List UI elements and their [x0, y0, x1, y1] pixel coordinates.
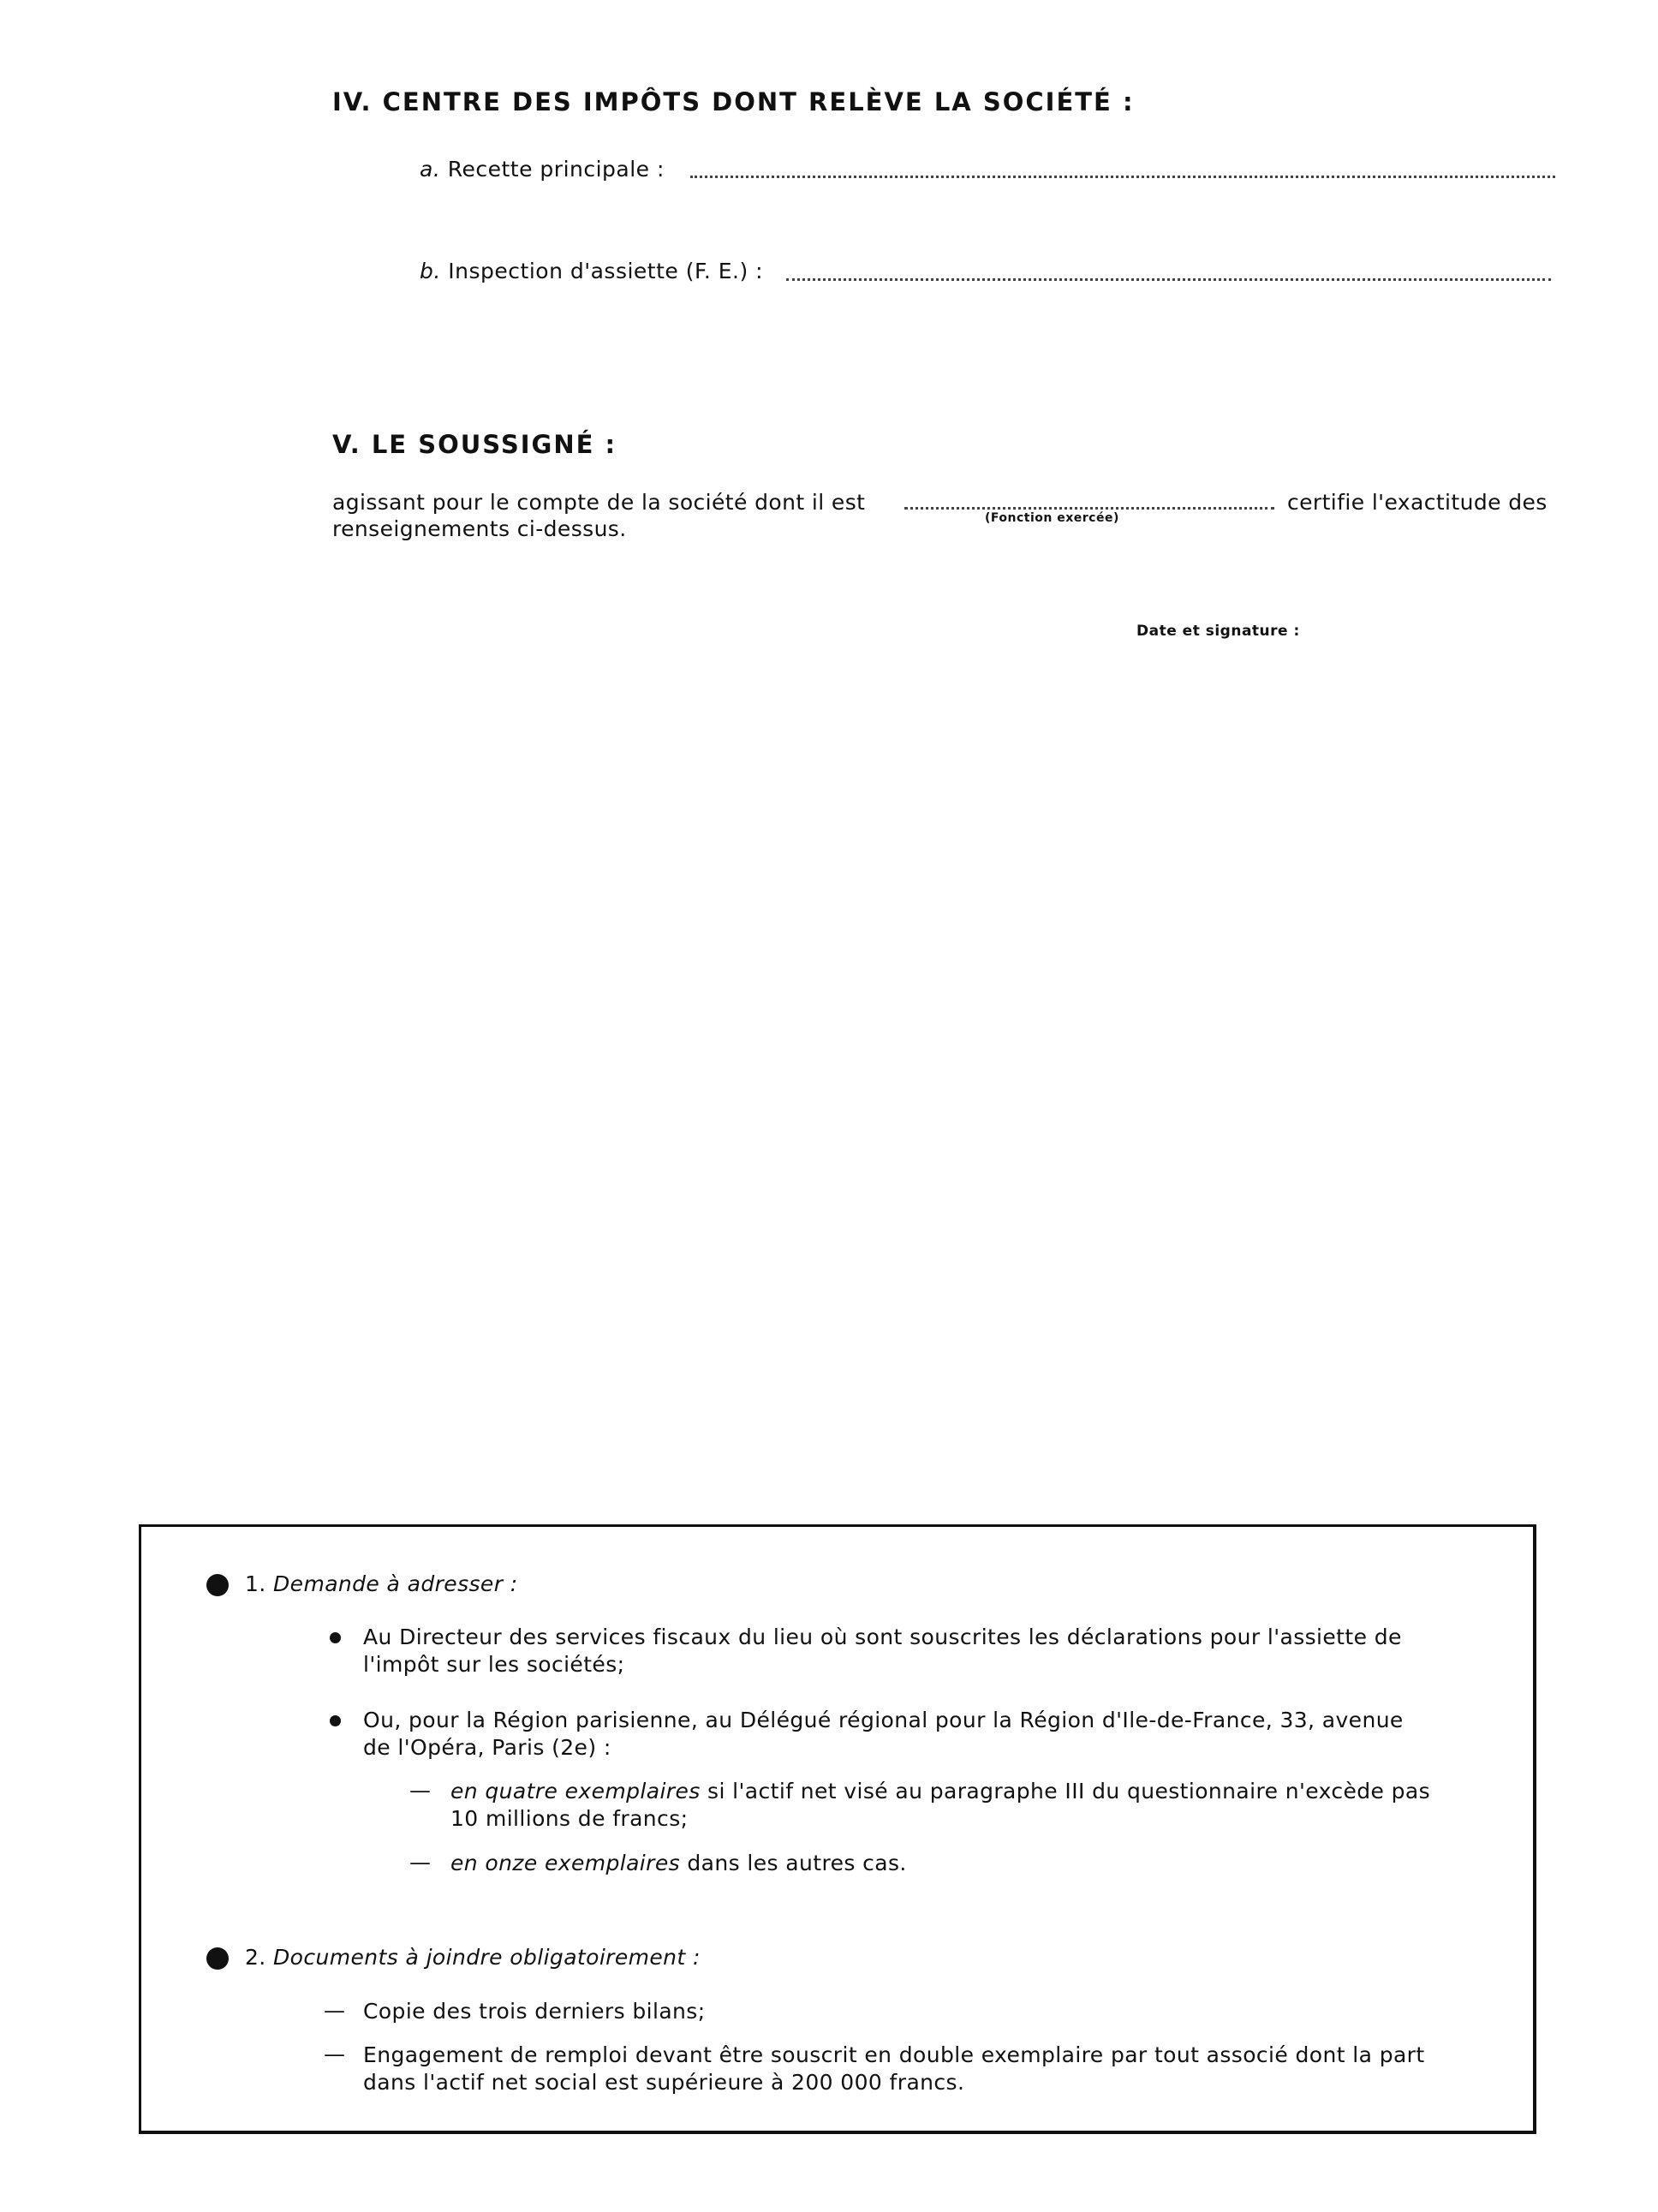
inspection-assiette-field[interactable]: [786, 278, 1551, 281]
soussigne-sentence-start: agissant pour le compte de la société dont il est: [332, 490, 866, 515]
inspection-assiette-label: [420, 259, 763, 283]
item1-sub2-line: [450, 1850, 907, 1877]
item1-bullet: [206, 1574, 229, 1596]
item1-sub2-dash: —: [409, 1850, 431, 1875]
item1-sub2-italic: en onze exemplaires: [450, 1851, 681, 1875]
item1-sub1-line1: [450, 1778, 1430, 1805]
item2-bullet: [206, 1947, 229, 1970]
item-b-text: Inspection d'assiette (F. E.) :: [448, 259, 764, 283]
item2-dash2-glyph: —: [324, 2042, 345, 2066]
item1-bullet2-dot: [330, 1715, 341, 1726]
item1-sub1-line2: 10 millions de francs;: [450, 1806, 689, 1831]
item1-heading: [245, 1571, 518, 1598]
soussigne-sentence-line2: renseignements ci-dessus.: [332, 516, 627, 541]
item1-number: 1.: [245, 1571, 266, 1596]
item1-bullet1-line1: Au Directeur des services fiscaux du lieu où sont souscrites les déclarations pour l'assiette de: [363, 1625, 1402, 1649]
item2-dash2-line1: Engagement de remploi devant être souscrit en double exemplaire par tout associé dont la part: [363, 2042, 1425, 2067]
item-a-text: Recette principale :: [447, 157, 665, 182]
item2-dash1-text: Copie des trois derniers bilans;: [363, 1999, 706, 2024]
item1-title: Demande à adresser :: [273, 1571, 518, 1596]
item2-dash1-glyph: —: [324, 1998, 345, 2023]
recette-principale-field[interactable]: [690, 176, 1555, 178]
soussigne-sentence-end: certifie l'exactitude des: [1287, 490, 1548, 515]
item1-sub2-rest: dans les autres cas.: [680, 1851, 907, 1875]
date-signature-label: Date et signature :: [1136, 623, 1300, 640]
item2-heading: [245, 1944, 701, 1971]
item1-sub1-dash: —: [409, 1778, 431, 1803]
item1-bullet1-line2: l'impôt sur les sociétés;: [363, 1652, 625, 1677]
function-caption: (Fonction exercée): [985, 511, 1119, 525]
item1-sub1-italic: en quatre exemplaires: [450, 1779, 701, 1804]
item1-bullet2-line1: Ou, pour la Région parisienne, au Délégué régional pour la Région d'Ile-de-France, 33, avenue: [363, 1708, 1404, 1732]
item2-number: 2.: [245, 1945, 266, 1970]
item1-sub1-rest: si l'actif net visé au paragraphe III du questionnaire n'excède pas: [700, 1779, 1431, 1804]
item2-title: Documents à joindre obligatoirement :: [273, 1945, 701, 1970]
section-iv-heading: IV. CENTRE DES IMPÔTS DONT RELÈVE LA SOCIÉTÉ :: [332, 87, 1135, 116]
item1-bullet1-dot: [330, 1632, 341, 1643]
recette-principale-label: [420, 157, 665, 182]
item-b-letter: b.: [420, 259, 441, 283]
section-v-heading: V. LE SOUSSIGNÉ :: [332, 430, 617, 459]
fonction-exercee-field[interactable]: [904, 507, 1274, 510]
item2-dash2-line2: dans l'actif net social est supérieure à 200 000 francs.: [363, 2070, 965, 2095]
item1-bullet2-line2: de l'Opéra, Paris (2e) :: [363, 1735, 611, 1760]
item-a-letter: a.: [420, 157, 441, 182]
